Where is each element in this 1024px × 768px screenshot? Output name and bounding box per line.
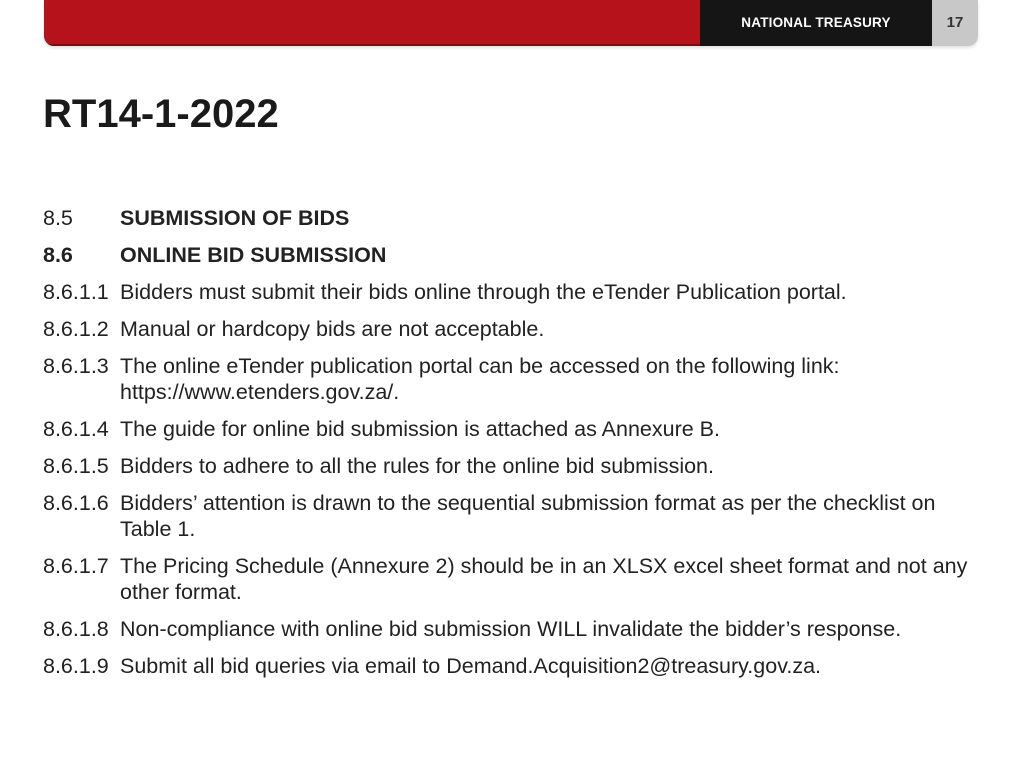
clause-number: 8.6.1.8 — [43, 617, 109, 641]
section-number: 8.6 — [43, 243, 73, 267]
clause-text: Bidders must submit their bids online through the eTender Publication portal. — [120, 280, 847, 304]
clause-text: Bidders’ attention is drawn to the sequential submission format as per the checklist on Table 1. — [120, 491, 936, 541]
clause-text: The online eTender publication portal can be accessed on the following link: https://www.etenders.gov.za/. — [120, 354, 840, 404]
clause-number: 8.6.1.6 — [43, 491, 109, 515]
section-row-8-5 — [43, 205, 983, 231]
page-number: 17 — [946, 13, 964, 31]
clause-text: The Pricing Schedule (Annexure 2) should be in an XLSX excel sheet format and not any other format. — [120, 554, 968, 604]
clause-text: Bidders to adhere to all the rules for the online bid submission. — [120, 454, 714, 478]
clause-number: 8.6.1.7 — [43, 554, 109, 578]
clause-row — [43, 490, 983, 542]
clause-row — [43, 316, 983, 342]
section-list — [43, 205, 983, 690]
clause-number: 8.6.1.2 — [43, 317, 109, 341]
clause-row — [43, 553, 983, 605]
section-heading: SUBMISSION OF BIDS — [120, 206, 350, 230]
section-row-8-6 — [43, 242, 983, 268]
org-label: NATIONAL TREASURY — [741, 14, 891, 30]
section-number: 8.5 — [43, 206, 73, 230]
section-heading: ONLINE BID SUBMISSION — [120, 243, 387, 267]
clause-text: The guide for online bid submission is attached as Annexure B. — [120, 417, 720, 441]
clause-row — [43, 616, 983, 642]
clause-row — [43, 416, 983, 442]
clause-row — [43, 353, 983, 405]
header-page-box — [932, 0, 978, 46]
header-red-bar — [44, 0, 700, 46]
clause-number: 8.6.1.1 — [43, 280, 109, 304]
clause-number: 8.6.1.4 — [43, 417, 109, 441]
clause-number: 8.6.1.3 — [43, 354, 109, 378]
header-band — [44, 0, 978, 46]
clause-number: 8.6.1.5 — [43, 454, 109, 478]
clause-text: Submit all bid queries via email to Demand.Acquisition2@treasury.gov.za. — [120, 654, 821, 678]
clause-text: Non-compliance with online bid submission WILL invalidate the bidder’s response. — [120, 617, 902, 641]
clause-number: 8.6.1.9 — [43, 654, 109, 678]
clause-row — [43, 279, 983, 305]
header-org-box — [700, 0, 932, 46]
clause-row — [43, 453, 983, 479]
slide-title: RT14-1-2022 — [43, 92, 279, 136]
clause-text: Manual or hardcopy bids are not acceptable. — [120, 317, 545, 341]
clause-row — [43, 653, 983, 679]
